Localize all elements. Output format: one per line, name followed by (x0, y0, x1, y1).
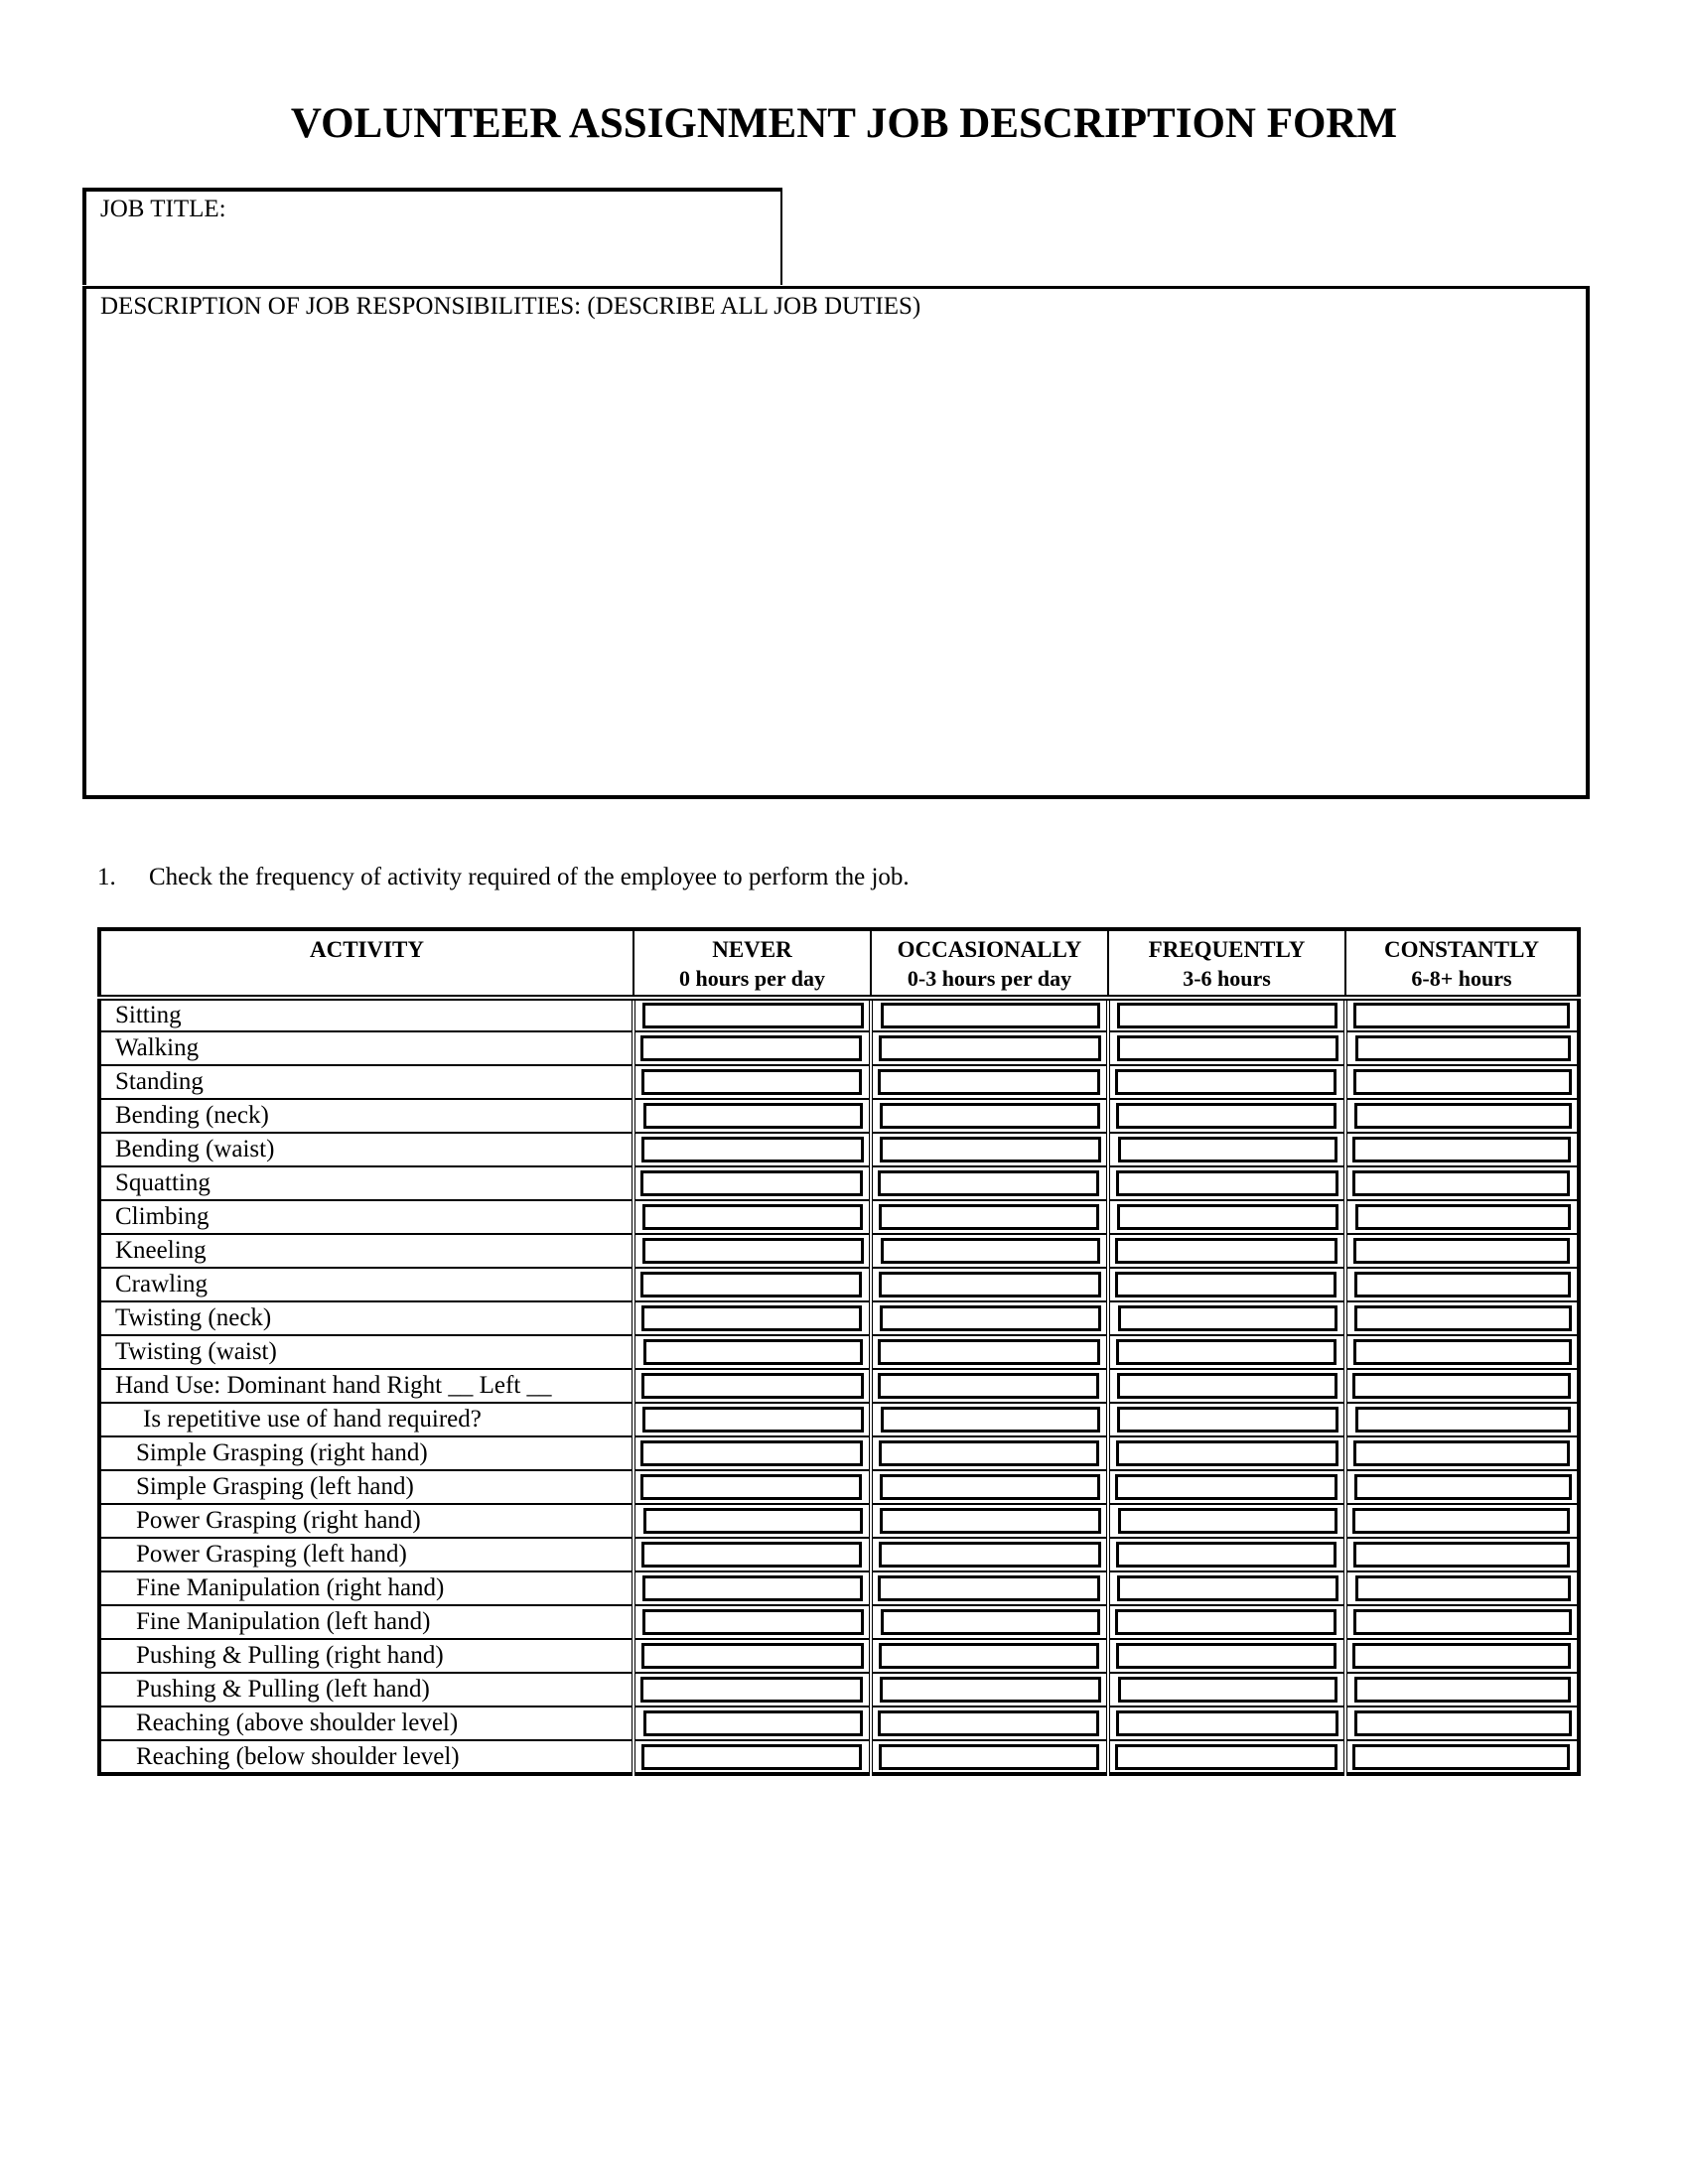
checkbox-occasionally[interactable] (878, 1170, 1099, 1196)
checkbox-frequently[interactable] (1115, 1474, 1337, 1500)
frequency-cell-constantly (1345, 1436, 1579, 1470)
table-row (99, 1639, 1579, 1673)
frequency-cell-constantly (1345, 1268, 1579, 1301)
checkbox-never[interactable] (642, 1575, 863, 1601)
frequency-cell-constantly (1345, 1571, 1579, 1605)
checkbox-constantly[interactable] (1353, 1440, 1570, 1466)
checkbox-frequently[interactable] (1117, 1407, 1338, 1433)
frequency-cell-occasionally (871, 1605, 1108, 1639)
checkbox-never[interactable] (642, 1003, 864, 1028)
table-row (99, 1200, 1579, 1234)
activity-label: Reaching (above shoulder level) (99, 1706, 633, 1740)
checkbox-frequently[interactable] (1117, 1373, 1337, 1399)
checkbox-occasionally[interactable] (879, 1272, 1101, 1297)
checkbox-occasionally[interactable] (881, 1238, 1100, 1264)
checkbox-frequently[interactable] (1116, 1103, 1336, 1129)
checkbox-never[interactable] (641, 1744, 862, 1770)
frequency-cell-frequently (1108, 1133, 1345, 1166)
table-row (99, 1234, 1579, 1268)
header-activity: ACTIVITY (99, 929, 633, 998)
checkbox-never[interactable] (640, 1677, 863, 1703)
frequency-cell-occasionally (871, 1740, 1108, 1774)
checkbox-occasionally[interactable] (878, 1575, 1100, 1601)
checkbox-frequently[interactable] (1116, 1440, 1338, 1466)
frequency-cell-never (633, 1200, 871, 1234)
frequency-cell-occasionally (871, 1673, 1108, 1706)
checkbox-frequently[interactable] (1118, 1305, 1337, 1331)
table-row (99, 998, 1579, 1031)
frequency-cell-never (633, 1133, 871, 1166)
frequency-cell-frequently (1108, 1369, 1345, 1403)
checkbox-constantly[interactable] (1352, 1643, 1571, 1669)
checkbox-frequently[interactable] (1115, 1609, 1336, 1635)
checkbox-never[interactable] (643, 1508, 863, 1534)
checkbox-never[interactable] (643, 1710, 863, 1736)
checkbox-frequently[interactable] (1117, 1035, 1338, 1061)
activity-label: Simple Grasping (right hand) (99, 1436, 633, 1470)
checkbox-never[interactable] (640, 1170, 863, 1196)
checkbox-never[interactable] (640, 1272, 862, 1297)
activity-label: Power Grasping (left hand) (99, 1538, 633, 1571)
checkbox-constantly[interactable] (1354, 1710, 1572, 1736)
frequency-cell-never (633, 1740, 871, 1774)
table-row (99, 1605, 1579, 1639)
table-row (99, 1099, 1579, 1133)
frequency-cell-constantly (1345, 1335, 1579, 1369)
table-row (99, 1706, 1579, 1740)
frequency-cell-constantly (1345, 1403, 1579, 1436)
job-description-label: DESCRIPTION OF JOB RESPONSIBILITIES: (DESCRIBE ALL JOB DUTIES) (100, 293, 921, 320)
frequency-cell-frequently (1108, 1099, 1345, 1133)
frequency-cell-frequently (1108, 1403, 1345, 1436)
checkbox-occasionally[interactable] (878, 1710, 1099, 1736)
table-header-row (99, 929, 1579, 998)
checkbox-occasionally[interactable] (880, 1137, 1101, 1162)
checkbox-constantly[interactable] (1353, 1542, 1570, 1568)
checkbox-frequently[interactable] (1115, 1744, 1337, 1770)
checkbox-occasionally[interactable] (879, 1643, 1099, 1669)
frequency-cell-occasionally (871, 1268, 1108, 1301)
activity-label: Kneeling (99, 1234, 633, 1268)
frequency-cell-occasionally (871, 1571, 1108, 1605)
frequency-cell-never (633, 1335, 871, 1369)
question-text: Check the frequency of activity required of the employee to perform the job. (149, 864, 910, 890)
checkbox-constantly[interactable] (1355, 1204, 1571, 1230)
checkbox-frequently[interactable] (1115, 1238, 1337, 1264)
table-row (99, 1504, 1579, 1538)
frequency-cell-never (633, 1166, 871, 1200)
checkbox-occasionally[interactable] (878, 1339, 1100, 1365)
frequency-cell-constantly (1345, 1301, 1579, 1335)
checkbox-occasionally[interactable] (881, 1609, 1100, 1635)
frequency-cell-frequently (1108, 1065, 1345, 1099)
checkbox-occasionally[interactable] (881, 1003, 1100, 1028)
checkbox-constantly[interactable] (1355, 1035, 1571, 1061)
checkbox-occasionally[interactable] (880, 1103, 1100, 1129)
checkbox-never[interactable] (641, 1069, 862, 1095)
frequency-cell-frequently (1108, 1504, 1345, 1538)
frequency-cell-occasionally (871, 1099, 1108, 1133)
frequency-cell-occasionally (871, 1335, 1108, 1369)
header-never: NEVER 0 hours per day (633, 929, 871, 998)
frequency-cell-never (633, 1538, 871, 1571)
checkbox-occasionally[interactable] (881, 1407, 1100, 1433)
question-1 (97, 864, 910, 891)
header-constantly: CONSTANTLY 6-8+ hours (1345, 929, 1579, 998)
frequency-cell-never (633, 1504, 871, 1538)
frequency-cell-constantly (1345, 998, 1579, 1031)
checkbox-constantly[interactable] (1352, 1170, 1570, 1196)
checkbox-constantly[interactable] (1352, 1508, 1570, 1534)
frequency-cell-occasionally (871, 1504, 1108, 1538)
frequency-cell-frequently (1108, 1301, 1345, 1335)
checkbox-never[interactable] (642, 1609, 864, 1635)
frequency-cell-constantly (1345, 1706, 1579, 1740)
frequency-cell-occasionally (871, 1403, 1108, 1436)
checkbox-never[interactable] (641, 1542, 862, 1568)
checkbox-constantly[interactable] (1353, 1609, 1572, 1635)
frequency-cell-never (633, 1639, 871, 1673)
frequency-cell-frequently (1108, 1605, 1345, 1639)
activity-label: Squatting (99, 1166, 633, 1200)
checkbox-never[interactable] (643, 1339, 863, 1365)
frequency-cell-occasionally (871, 1436, 1108, 1470)
activity-label: Sitting (99, 998, 633, 1031)
checkbox-constantly[interactable] (1355, 1575, 1571, 1601)
frequency-cell-constantly (1345, 1538, 1579, 1571)
activity-label: Twisting (waist) (99, 1335, 633, 1369)
checkbox-never[interactable] (642, 1238, 864, 1264)
activity-label: Is repetitive use of hand required? (99, 1403, 633, 1436)
frequency-cell-never (633, 1234, 871, 1268)
frequency-cell-frequently (1108, 1673, 1345, 1706)
table-row (99, 1031, 1579, 1065)
frequency-cell-constantly (1345, 1369, 1579, 1403)
frequency-cell-occasionally (871, 1166, 1108, 1200)
activity-label: Twisting (neck) (99, 1301, 633, 1335)
checkbox-occasionally[interactable] (880, 1508, 1101, 1534)
checkbox-constantly[interactable] (1354, 1677, 1571, 1703)
frequency-cell-constantly (1345, 1504, 1579, 1538)
checkbox-frequently[interactable] (1116, 1710, 1338, 1736)
frequency-cell-occasionally (871, 1470, 1108, 1504)
job-description-field[interactable] (82, 286, 1590, 799)
table-row (99, 1470, 1579, 1504)
frequency-cell-occasionally (871, 1639, 1108, 1673)
checkbox-never[interactable] (643, 1103, 863, 1129)
checkbox-frequently[interactable] (1118, 1137, 1337, 1162)
checkbox-constantly[interactable] (1354, 1272, 1571, 1297)
frequency-cell-occasionally (871, 1234, 1108, 1268)
checkbox-never[interactable] (640, 1474, 862, 1500)
checkbox-constantly[interactable] (1353, 1238, 1570, 1264)
checkbox-never[interactable] (641, 1643, 864, 1669)
activity-label: Pushing & Pulling (right hand) (99, 1639, 633, 1673)
header-frequently: FREQUENTLY 3-6 hours (1108, 929, 1345, 998)
checkbox-occasionally[interactable] (880, 1474, 1100, 1500)
frequency-cell-never (633, 998, 871, 1031)
frequency-cell-frequently (1108, 1740, 1345, 1774)
form-title: VOLUNTEER ASSIGNMENT JOB DESCRIPTION FORM (290, 100, 1398, 147)
checkbox-occasionally[interactable] (878, 1373, 1099, 1399)
checkbox-occasionally[interactable] (879, 1542, 1101, 1568)
frequency-cell-occasionally (871, 1031, 1108, 1065)
activity-label: Climbing (99, 1200, 633, 1234)
frequency-cell-frequently (1108, 1200, 1345, 1234)
frequency-cell-frequently (1108, 1538, 1345, 1571)
checkbox-frequently[interactable] (1115, 1069, 1336, 1095)
activity-label: Simple Grasping (left hand) (99, 1470, 633, 1504)
frequency-cell-constantly (1345, 1200, 1579, 1234)
checkbox-never[interactable] (640, 1035, 862, 1061)
checkbox-frequently[interactable] (1116, 1339, 1336, 1365)
activity-label: Standing (99, 1065, 633, 1099)
checkbox-never[interactable] (640, 1440, 863, 1466)
frequency-cell-never (633, 1065, 871, 1099)
table-row (99, 1673, 1579, 1706)
frequency-cell-frequently (1108, 1166, 1345, 1200)
frequency-cell-never (633, 1470, 871, 1504)
checkbox-frequently[interactable] (1117, 1575, 1338, 1601)
frequency-cell-never (633, 1268, 871, 1301)
table-row (99, 1268, 1579, 1301)
checkbox-constantly[interactable] (1355, 1407, 1571, 1433)
frequency-cell-frequently (1108, 1470, 1345, 1504)
checkbox-occasionally[interactable] (880, 1305, 1101, 1331)
checkbox-never[interactable] (641, 1373, 864, 1399)
frequency-cell-constantly (1345, 1470, 1579, 1504)
checkbox-constantly[interactable] (1353, 1003, 1570, 1028)
checkbox-never[interactable] (641, 1137, 864, 1162)
frequency-cell-frequently (1108, 1335, 1345, 1369)
table-row (99, 1133, 1579, 1166)
job-title-label: JOB TITLE: (100, 196, 226, 222)
checkbox-constantly[interactable] (1354, 1103, 1572, 1129)
checkbox-constantly[interactable] (1354, 1305, 1572, 1331)
table-row (99, 1571, 1579, 1605)
frequency-cell-never (633, 1571, 871, 1605)
checkbox-occasionally[interactable] (879, 1744, 1099, 1770)
checkbox-frequently[interactable] (1117, 1003, 1337, 1028)
frequency-cell-never (633, 1301, 871, 1335)
frequency-cell-constantly (1345, 1639, 1579, 1673)
frequency-cell-occasionally (871, 1065, 1108, 1099)
table-row (99, 1166, 1579, 1200)
frequency-cell-constantly (1345, 1031, 1579, 1065)
activity-label: Fine Manipulation (left hand) (99, 1605, 633, 1639)
table-row (99, 1369, 1579, 1403)
header-occasionally: OCCASIONALLY 0-3 hours per day (871, 929, 1108, 998)
checkbox-frequently[interactable] (1115, 1272, 1336, 1297)
activity-label: Power Grasping (right hand) (99, 1504, 633, 1538)
frequency-cell-frequently (1108, 1234, 1345, 1268)
frequency-cell-never (633, 1706, 871, 1740)
question-number: 1. (97, 864, 116, 890)
frequency-cell-occasionally (871, 1369, 1108, 1403)
table-row (99, 1403, 1579, 1436)
frequency-cell-never (633, 1436, 871, 1470)
checkbox-constantly[interactable] (1352, 1373, 1571, 1399)
checkbox-occasionally[interactable] (879, 1204, 1099, 1230)
activity-label: Reaching (below shoulder level) (99, 1740, 633, 1774)
frequency-cell-frequently (1108, 1639, 1345, 1673)
frequency-cell-occasionally (871, 1538, 1108, 1571)
frequency-cell-constantly (1345, 1673, 1579, 1706)
frequency-cell-constantly (1345, 1065, 1579, 1099)
checkbox-frequently[interactable] (1118, 1508, 1337, 1534)
frequency-cell-constantly (1345, 1234, 1579, 1268)
activity-label: Fine Manipulation (right hand) (99, 1571, 633, 1605)
activity-label: Hand Use: Dominant hand Right __ Left __ (99, 1369, 633, 1403)
activity-label: Bending (neck) (99, 1099, 633, 1133)
checkbox-occasionally[interactable] (878, 1069, 1100, 1095)
frequency-cell-occasionally (871, 1200, 1108, 1234)
frequency-cell-frequently (1108, 1031, 1345, 1065)
checkbox-constantly[interactable] (1353, 1339, 1572, 1365)
frequency-cell-never (633, 1605, 871, 1639)
frequency-cell-frequently (1108, 1268, 1345, 1301)
checkbox-constantly[interactable] (1352, 1137, 1571, 1162)
frequency-cell-occasionally (871, 1133, 1108, 1166)
checkbox-frequently[interactable] (1116, 1643, 1336, 1669)
frequency-cell-never (633, 1099, 871, 1133)
table-row (99, 1436, 1579, 1470)
frequency-cell-occasionally (871, 1706, 1108, 1740)
checkbox-frequently[interactable] (1118, 1677, 1337, 1703)
checkbox-constantly[interactable] (1352, 1744, 1570, 1770)
table-row (99, 1740, 1579, 1774)
activity-frequency-table (97, 927, 1581, 1776)
frequency-cell-never (633, 1369, 871, 1403)
frequency-cell-constantly (1345, 1740, 1579, 1774)
frequency-cell-never (633, 1031, 871, 1065)
frequency-cell-frequently (1108, 1706, 1345, 1740)
frequency-cell-constantly (1345, 1166, 1579, 1200)
frequency-cell-constantly (1345, 1605, 1579, 1639)
checkbox-never[interactable] (642, 1204, 863, 1230)
table-row (99, 1065, 1579, 1099)
activity-label: Walking (99, 1031, 633, 1065)
frequency-cell-constantly (1345, 1133, 1579, 1166)
checkbox-constantly[interactable] (1353, 1069, 1572, 1095)
table-row (99, 1301, 1579, 1335)
checkbox-occasionally[interactable] (880, 1677, 1101, 1703)
checkbox-frequently[interactable] (1117, 1204, 1338, 1230)
checkbox-never[interactable] (641, 1305, 862, 1331)
checkbox-occasionally[interactable] (879, 1440, 1099, 1466)
frequency-cell-occasionally (871, 998, 1108, 1031)
activity-label: Bending (waist) (99, 1133, 633, 1166)
checkbox-constantly[interactable] (1354, 1474, 1572, 1500)
frequency-cell-constantly (1345, 1099, 1579, 1133)
table-row (99, 1335, 1579, 1369)
checkbox-frequently[interactable] (1116, 1542, 1336, 1568)
frequency-cell-frequently (1108, 1436, 1345, 1470)
job-title-field[interactable] (82, 188, 782, 285)
checkbox-occasionally[interactable] (879, 1035, 1101, 1061)
frequency-cell-frequently (1108, 1571, 1345, 1605)
checkbox-frequently[interactable] (1116, 1170, 1338, 1196)
activity-label: Pushing & Pulling (left hand) (99, 1673, 633, 1706)
frequency-cell-never (633, 1673, 871, 1706)
table-row (99, 1538, 1579, 1571)
activity-label: Crawling (99, 1268, 633, 1301)
frequency-cell-never (633, 1403, 871, 1436)
checkbox-never[interactable] (642, 1407, 864, 1433)
frequency-cell-occasionally (871, 1301, 1108, 1335)
frequency-cell-frequently (1108, 998, 1345, 1031)
